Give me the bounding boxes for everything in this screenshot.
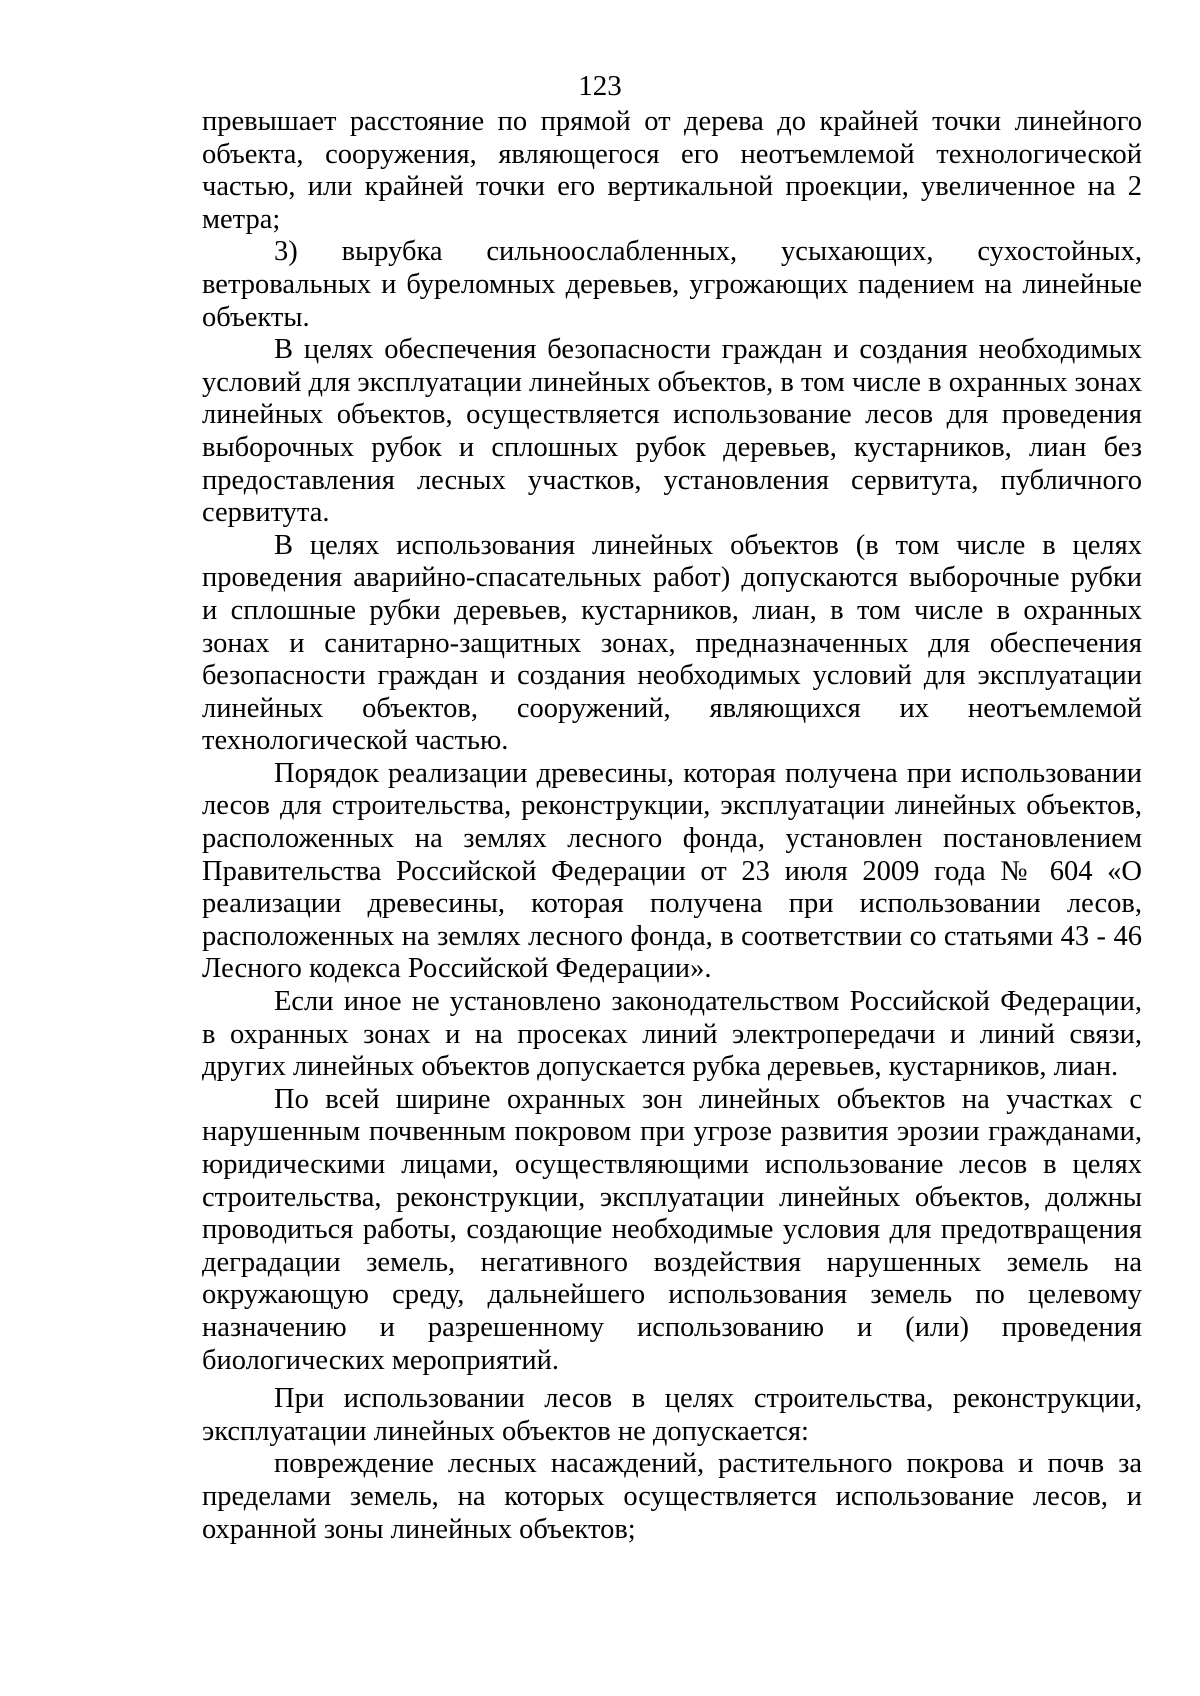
document-body [202, 106, 1142, 1546]
paragraph-continuation: превышает расстояние по прямой от дерева до крайней точки линейного объекта, сооружения, являющегося его неотъемлемой технологической частью, или крайней точки его вертикальной проекции, увеличенное на 2 метра; [202, 106, 1142, 235]
paragraph-wood-sale-order: Порядок реализации древесины, которая получена при использовании лесов для строительства, реконструкции, эксплуатации линейных объектов, расположенных на землях лесного фонда, установлен постановлением Правительства Российской Федерации от 23 июля 2009 года № 604 «О реализации древесины, которая получена при использовании лесов, расположенных на землях лесного фонда, в соответствии со статьями 43 - 46 Лесного кодекса Российской Федерации». [202, 757, 1142, 985]
page-number: 123 [578, 70, 622, 102]
paragraph-damage-forbidden: повреждение лесных насаждений, растительного покрова и почв за пределами земель, на которых осуществляется использование лесов, и охранной зоны линейных объектов; [202, 1448, 1142, 1545]
paragraph-linear-objects-felling: В целях использования линейных объектов (в том числе в целях проведения аварийно-спасательных работ) допускаются выборочные рубки и сплошные рубки деревьев, кустарников, лиан, в том числе в охранных зонах и санитарно-защитных зонах, предназначенных для обеспечения безопасности граждан и создания необходимых условий для эксплуатации линейных объектов, сооружений, являющихся их неотъемлемой технологической частью. [202, 529, 1142, 757]
paragraph-not-allowed: При использовании лесов в целях строительства, реконструкции, эксплуатации линейных объектов не допускается: [202, 1383, 1142, 1447]
paragraph-power-lines: Если иное не установлено законодательством Российской Федерации, в охранных зонах и на просеках линий электропередачи и линий связи, других линейных объектов допускается рубка деревьев, кустарников, лиан. [202, 986, 1142, 1083]
paragraph-safety-felling: В целях обеспечения безопасности граждан и создания необходимых условий для эксплуатации линейных объектов, в том числе в охранных зонах линейных объектов, осуществляется использование лесов для проведения выборочных рубок и сплошных рубок деревьев, кустарников, лиан без предоставления лесных участков, установления сервитута, публичного сервитута. [202, 334, 1142, 529]
paragraph-erosion-works: По всей ширине охранных зон линейных объектов на участках с нарушенным почвенным покровом при угрозе развития эрозии гражданами, юридическими лицами, осуществляющими использование лесов в целях строительства, реконструкции, эксплуатации линейных объектов, должны проводиться работы, создающие необходимые условия для предотвращения деградации земель, негативного воздействия нарушенных земель на окружающую среду, дальнейшего использования земель по целевому назначению и разрешенному использованию и (или) проведения биологических мероприятий. [202, 1083, 1142, 1376]
paragraph-item-3: 3) вырубка сильноослабленных, усыхающих, сухостойных, ветровальных и буреломных деревьев, угрожающих падением на линейные объекты. [202, 236, 1142, 333]
